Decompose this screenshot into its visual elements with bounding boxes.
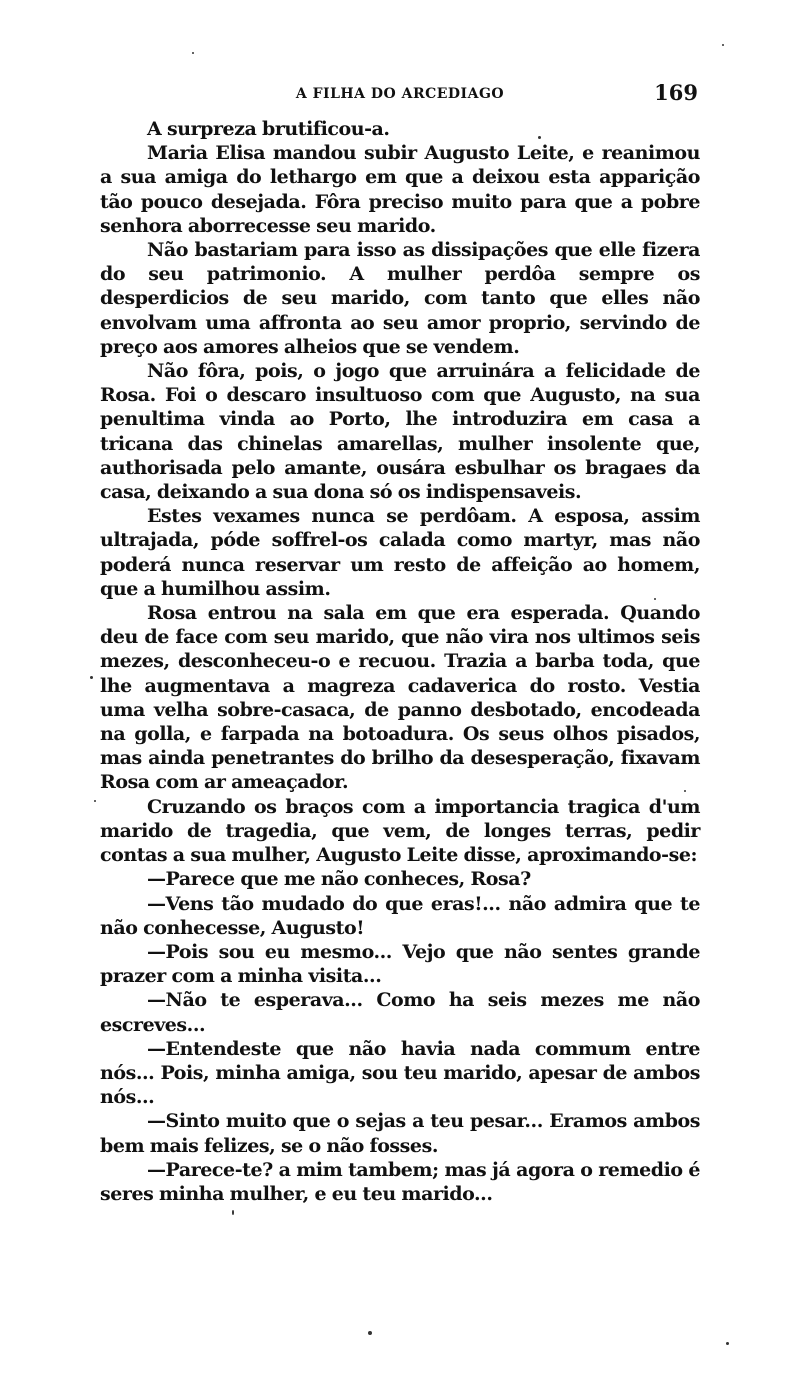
running-title: A FILHA DO ARCEDIAGO [295,86,505,102]
paragraph: Não bastariam para isso as dissipações que elle fizera do seu patrimonio. A mulher perdôa sempre os desperdicios de seu marido, com tanto que elles não envolvam uma affronta ao seu amor proprio, servindo de preço aos amores alheios que se vendem. [100,239,700,358]
scan-speck [726,1342,729,1345]
scan-speck [722,44,724,46]
page-number: 169 [654,80,698,105]
paragraph: Rosa entrou na sala em que era esperada. Quando deu de face com seu marido, que não vira nos ultimos seis mezes, desconheceu-o e recuou. Trazia a barba toda, que lhe augmentava a magreza cadaverica do rosto. Vestia uma velha sobre-casaca, de panno desbotado, encodeada na golla, e farpada na botoadura. Os seus olhos pisados, mas ainda penetrantes do brilho da desesperação, fixavam Rosa com ar ameaçador. [100,602,700,794]
dialogue-line: —Parece-te? a mim tambem; mas já agora o remedio é seres minha mulher, e eu teu marido... [100,1158,700,1205]
dialogue-line: —Parece que me não conheces, Rosa? [147,868,531,891]
paragraph: Estes vexames nunca se perdôam. A esposa, assim ultrajada, póde soffrel-os calada como martyr, mas não poderá nunca reservar um resto de affeição ao homem, que a humilhou assim. [100,505,700,600]
dialogue-line: —Entendeste que não havia nada commum entre nós... Pois, minha amiga, sou teu marido, apesar de ambos nós... [100,1037,700,1109]
scan-speck [654,598,656,600]
paragraph: Não fôra, pois, o jogo que arruinára a felicidade de Rosa. Foi o descaro insultuoso com que Augusto, na sua penultima vinda ao Porto, lhe introduzira em casa a tricana das chinelas amarellas, mulher insolente que, authorisada pelo amante, ousára esbulhar os bragaes da casa, deixando a sua dona só os indispensaveis. [100,360,700,504]
scan-speck [94,800,96,802]
paragraph: A surpreza brutificou-a. [147,118,390,140]
dialogue-line: —Pois sou eu mesmo... Vejo que não sentes grande prazer com a minha visita... [100,940,700,988]
scan-speck [684,790,686,792]
dialogue-line: —Vens tão mudado do que eras!... não admira que te não conhecesse, Augusto! [100,892,700,939]
scan-speck [538,136,541,139]
scan-speck [368,1331,372,1335]
dialogue-line: —Não te esperava... Como ha seis mezes me não escreves... [100,989,700,1036]
scan-speck [232,1210,234,1215]
paragraph: Maria Elisa mandou subir Augusto Leite, e reanimou a sua amiga do lethargo em que a deixou esta apparição tão pouco desejada. Fôra preciso muito para que a pobre senhora aborrecesse seu marido. [100,142,700,237]
dialogue-line: —Sinto muito que o sejas a teu pesar... Eramos ambos bem mais felizes, se o não fosses. [100,1110,700,1157]
scan-speck [90,676,93,679]
paragraph: Cruzando os braços com a importancia tragica d'um marido de tragedia, que vem, de longes terras, pedir contas a sua mulher, Augusto Leite disse, aproximando-se: [100,795,700,867]
page-header [100,80,700,110]
body-text [100,117,700,1206]
scan-speck [192,52,194,54]
